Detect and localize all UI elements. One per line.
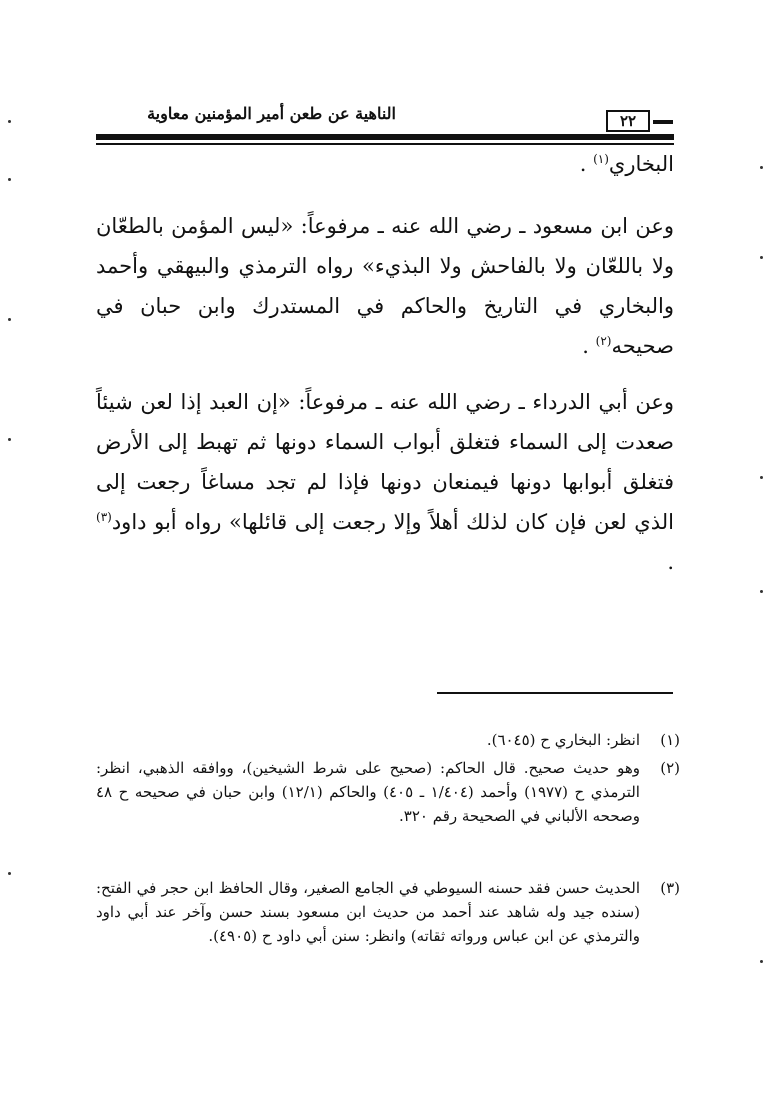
footnote-ref: (٢): [595, 334, 612, 348]
scan-speck: [760, 256, 763, 259]
scan-speck: [760, 590, 763, 593]
footnote-text: وهو حديث صحيح. قال الحاكم: (صحيح على شرط الشيخين)، ووافقه الذهبي، انظر: الترمذي ح (١٩٧٧) وأحمد (١/٤٠٤ ـ ٤٠٥) والحاكم (١٢/١) وابن حبان في صحيحه ح ٤٨ وصححه الألباني في الصحيحة رقم ٣٢٠.: [96, 759, 640, 825]
footnote-number: (٢): [660, 759, 680, 777]
scan-speck: [760, 476, 763, 479]
paragraph-text: وعن ابن مسعود ـ رضي الله عنه ـ مرفوعاً: «ليس المؤمن بالطعّان ولا باللعّان ولا بالفاحش ولا البذيء» رواه الترمذي والبيهقي وأحمد والبخاري في التاريخ والحاكم في المستدرك وابن حبان في صحيحه: [96, 214, 674, 358]
paragraph-text: البخاري: [608, 152, 674, 176]
paragraph-ibn-masud: [96, 206, 674, 366]
header-rule-thick: [96, 134, 674, 140]
paragraph-tail: .: [582, 334, 596, 358]
scan-speck: [8, 178, 11, 181]
paragraph-tail: .: [667, 550, 674, 574]
paragraph-text: وعن أبي الدرداء ـ رضي الله عنه ـ مرفوعاً: «إن العبد إذا لعن شيئاً صعدت إلى السماء فتغلق أبواب السماء دونها ثم تهبط إلى الأرض فتغلق أبوابها دونها فيمنعان دونها فإذا لم تجد مساغاً رجعت إلى الذي لعن فإن كان لذلك أهلاً وإلا رجعت إلى قائلها» رواه أبو داود: [96, 390, 674, 534]
page-number: ٢٢: [606, 110, 650, 132]
paragraph-continuation: [96, 144, 674, 184]
scan-speck: [8, 438, 11, 441]
footnote-text: الحديث حسن فقد حسنه السيوطي في الجامع الصغير، وقال الحافظ ابن حجر في الفتح: (سنده جيد وله شاهد عند أحمد من حديث ابن مسعود بسند حسن وآخر عند أبي داود والترمذي عن ابن عباس ورواته ثقاته) وانظر: سنن أبي داود ح (٤٩٠٥).: [96, 879, 640, 945]
footnote-number: (١): [660, 731, 680, 749]
footnote-3: [96, 876, 680, 948]
running-title: الناهية عن طعن أمير المؤمنين معاوية: [147, 104, 396, 123]
paragraph-abu-darda: [96, 382, 674, 582]
header-dash: [653, 120, 673, 124]
footnote-1: [96, 728, 680, 752]
footnote-text: انظر: البخاري ح (٦٠٤٥).: [486, 731, 640, 749]
paragraph-tail: .: [579, 152, 594, 176]
scan-speck: [760, 960, 763, 963]
footnote-2: [96, 756, 680, 828]
scan-speck: [8, 872, 11, 875]
footnote-ref: (٣): [96, 510, 112, 524]
scan-speck: [760, 166, 763, 169]
footnote-ref: (١): [593, 152, 609, 166]
scan-speck: [8, 120, 11, 123]
footnote-number: (٣): [660, 879, 680, 897]
footnote-separator: [437, 692, 673, 694]
scan-speck: [8, 318, 11, 321]
